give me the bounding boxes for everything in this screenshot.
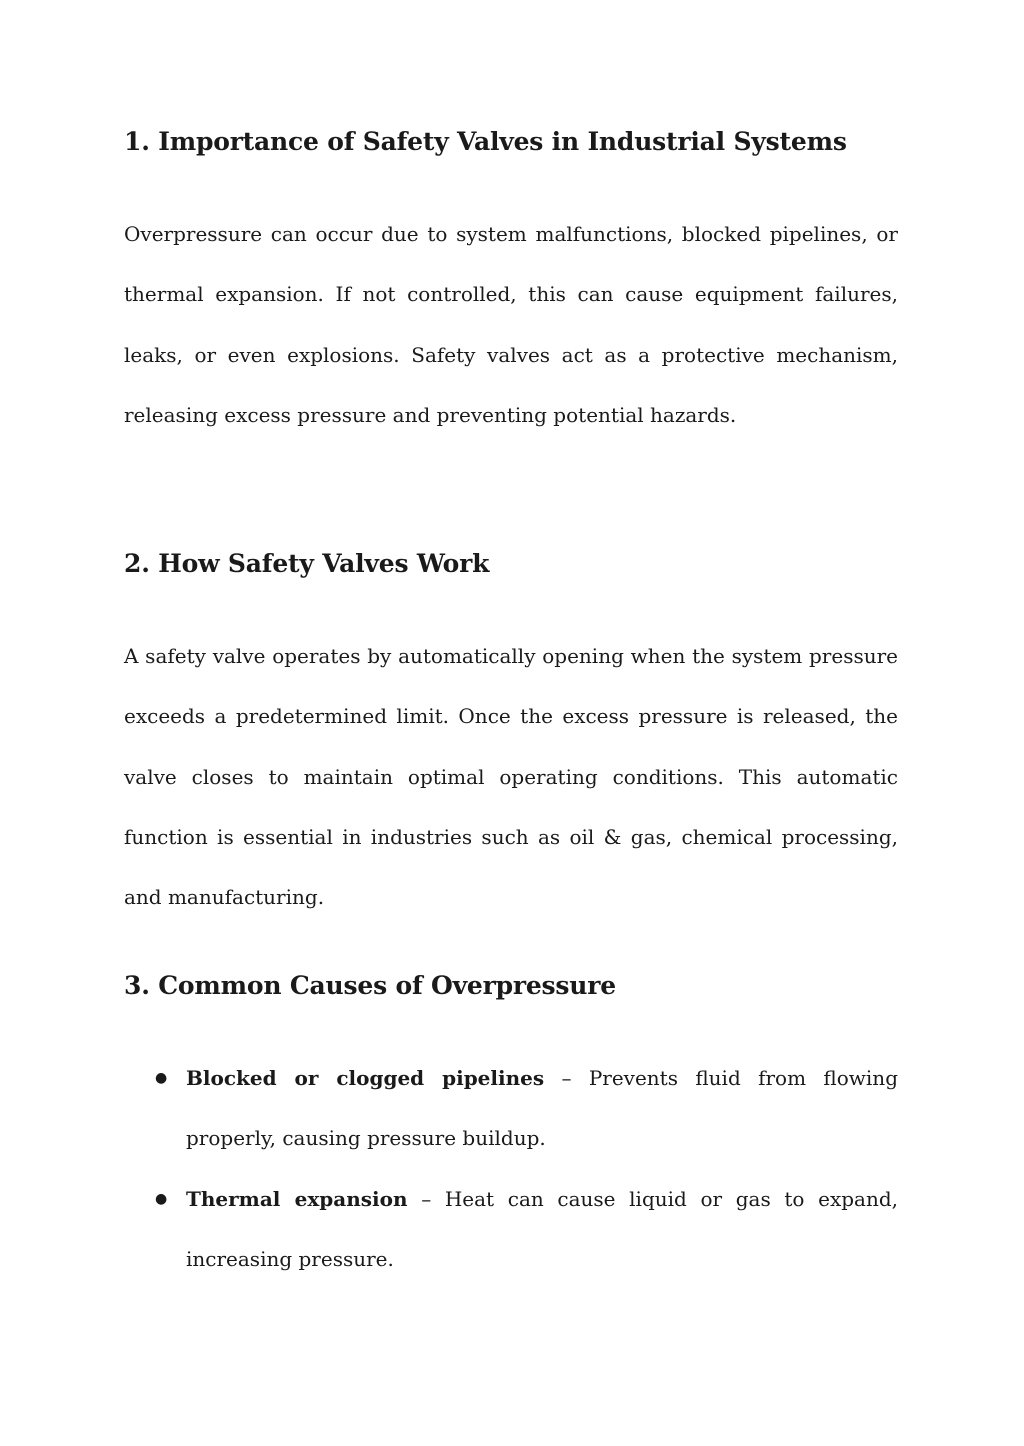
section-2-heading: 2. How Safety Valves Work [124,549,490,578]
bullet-icon: ● [155,1190,168,1207]
list-item-term: Thermal expansion [186,1186,408,1211]
bullet-icon: ● [155,1070,168,1086]
overpressure-causes-list [124,1048,898,1289]
list-item [155,1048,898,1169]
section-1-body: Overpressure can occur due to system malfunctions, blocked pipelines, or thermal expansion. If not controlled, this can cause equipment failures, leaks, or even explosions. Safety valves act as a protective mechanism, releasing excess pressure and preventing potential hazards. [124,222,898,427]
list-item-desc: – Heat can cause liquid or gas to expand, increasing pressure. [186,1186,898,1271]
section-1-heading: 1. Importance of Safety Valves in Industrial Systems [124,127,847,156]
section-3-heading: 3. Common Causes of Overpressure [124,971,616,1000]
list-item [155,1169,898,1290]
section-2-body: A safety valve operates by automatically opening when the system pressure exceeds a predetermined limit. Once the excess pressure is released, the valve closes to maintain optimal operating conditions. This automatic function is essential in industries such as oil & gas, chemical processing, and manufacturing. [124,644,898,910]
list-item-desc: – Prevents fluid from flowing properly, causing pressure buildup. [186,1066,898,1151]
list-item-term: Blocked or clogged pipelines [186,1066,545,1090]
